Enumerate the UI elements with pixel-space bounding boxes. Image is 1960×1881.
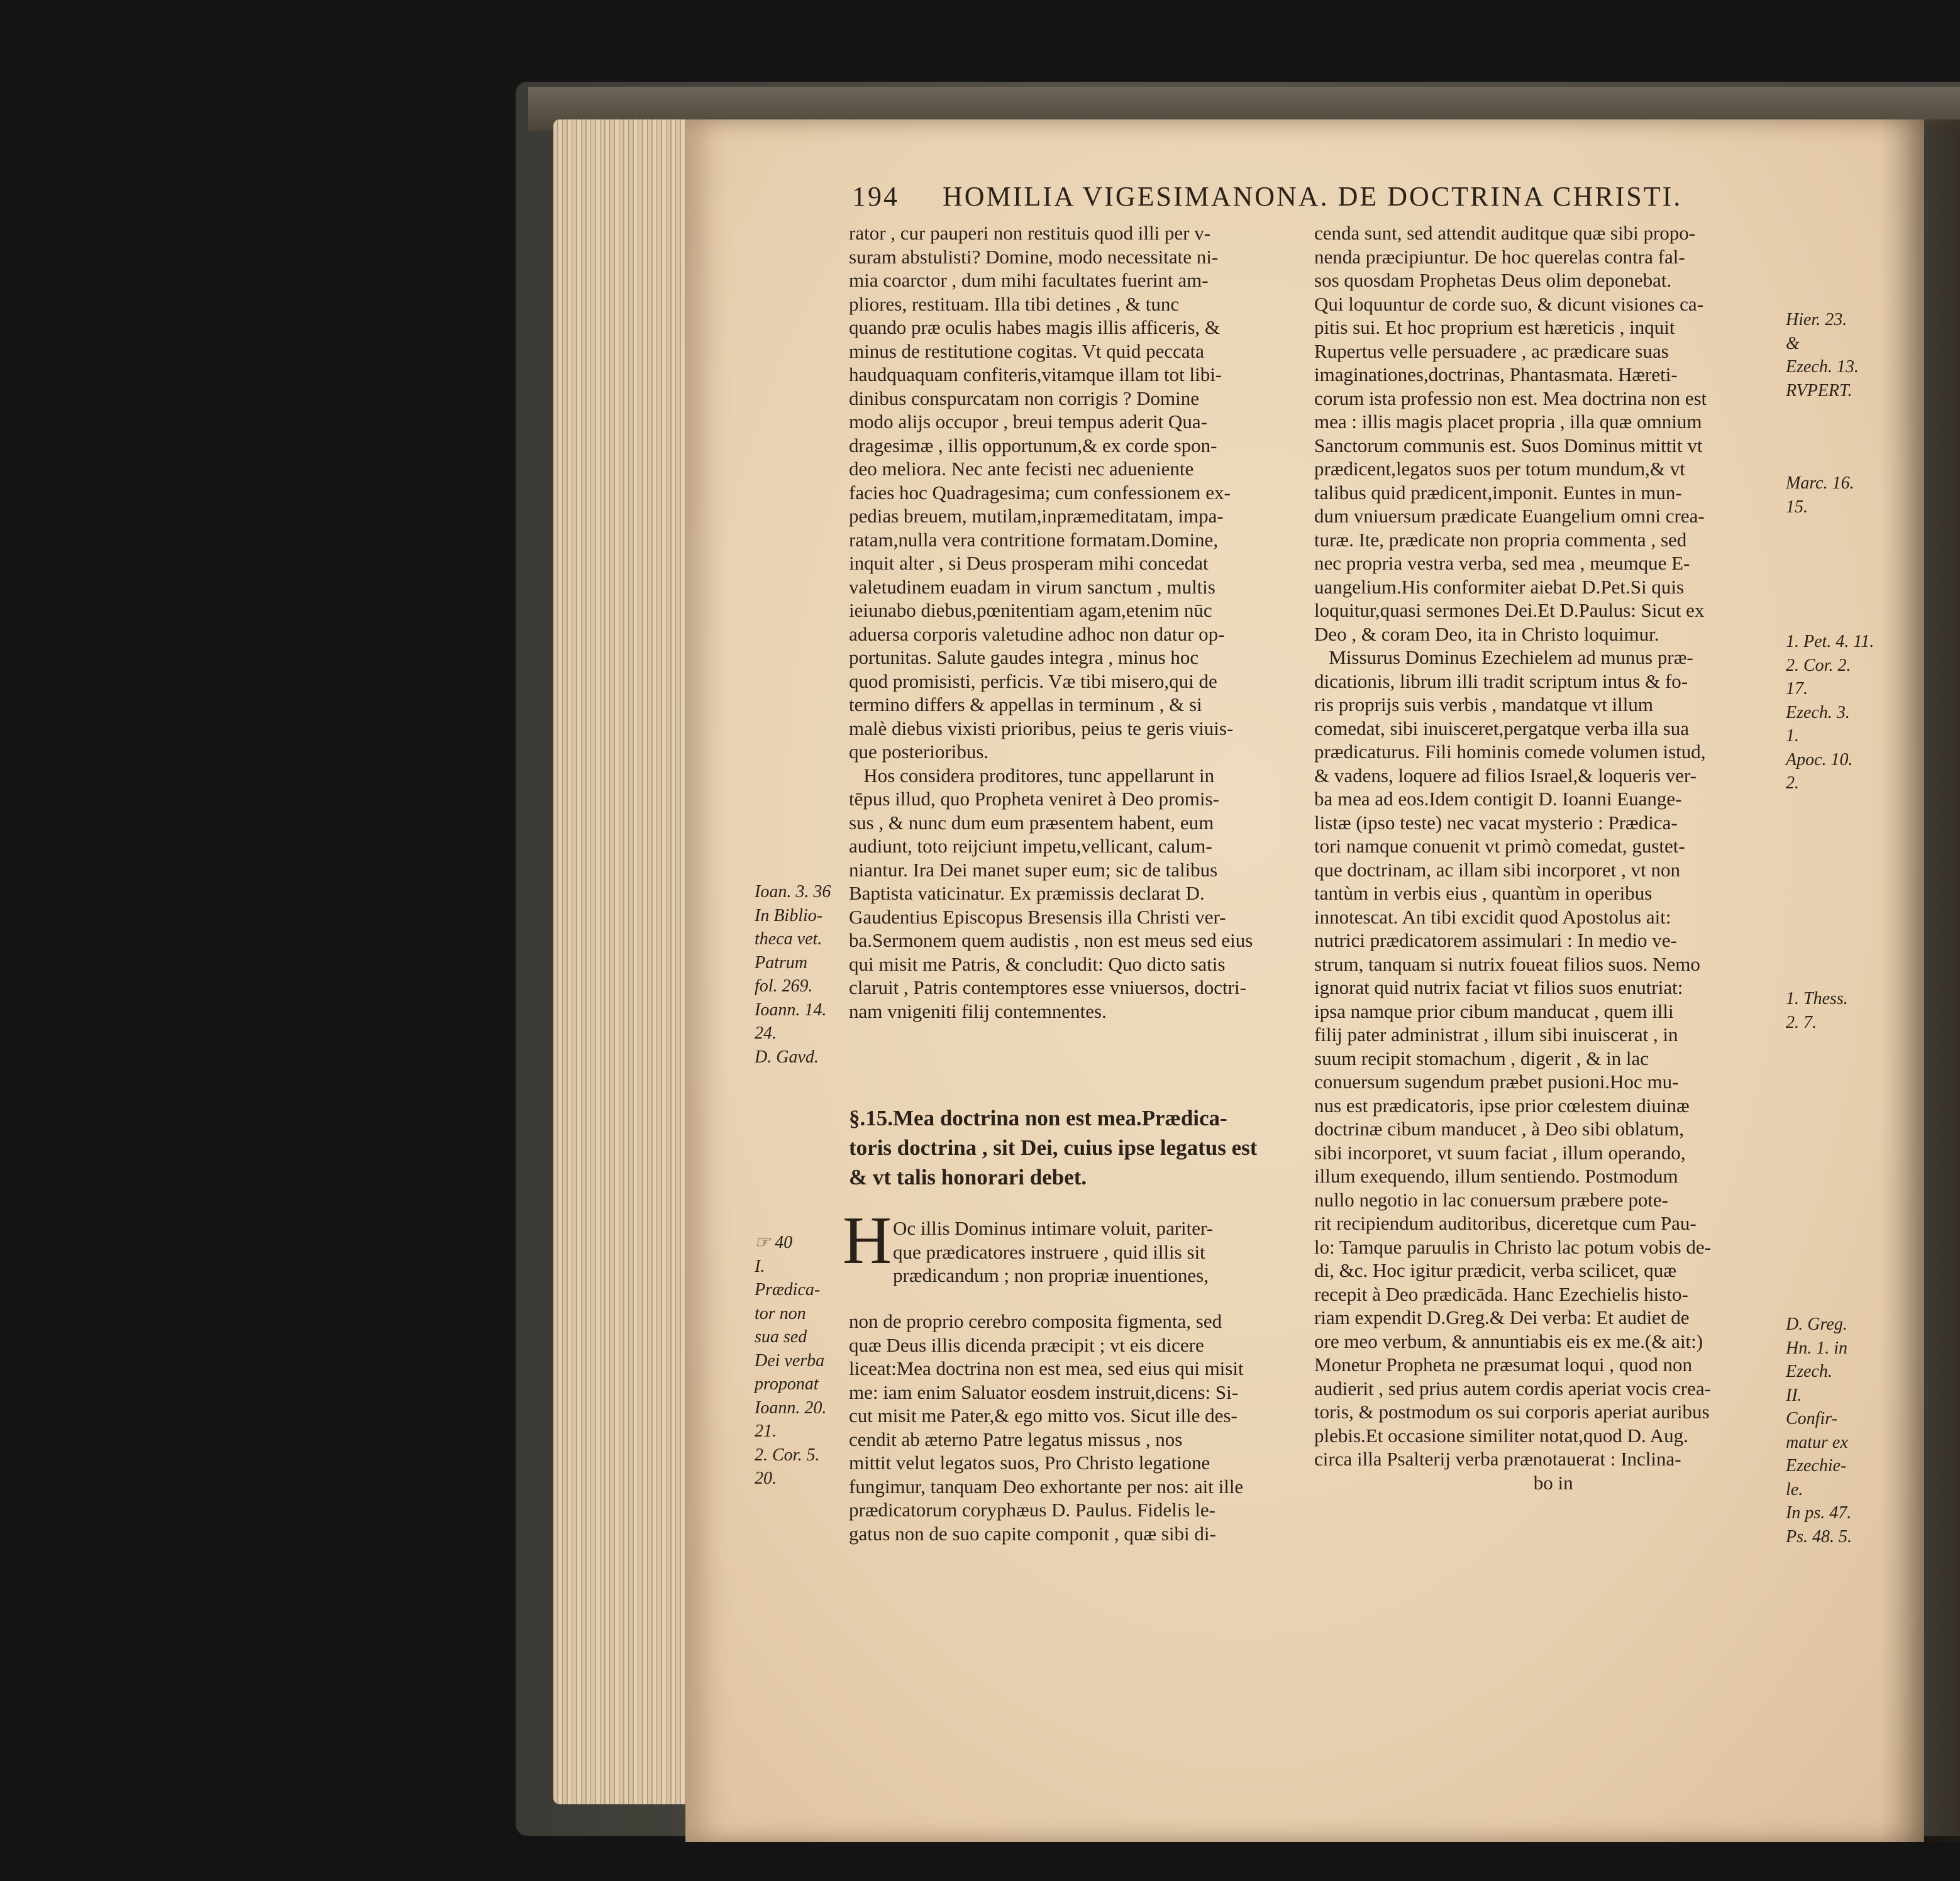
- margin-note: fol. 269.: [755, 976, 813, 996]
- text-line: loquitur,quasi sermones Dei.Et D.Paulus: Sicut ex: [1314, 599, 1705, 621]
- text-line: recepit à Deo prædicāda. Hanc Ezechielis histo-: [1314, 1282, 1688, 1305]
- text-line: suram abstulisti? Domine, modo necessitate ni-: [849, 245, 1219, 268]
- text-line: sus , & nunc dum eum præsentem habent, eum: [849, 811, 1214, 834]
- left-margin-notes-2: [755, 1231, 849, 1491]
- margin-note: Apoc. 10.: [1786, 749, 1853, 770]
- text-line: audierit , sed prius autem cordis aperiat vocis crea-: [1314, 1377, 1711, 1399]
- text-line: aduersa corporis valetudine adhoc non datur op-: [849, 622, 1225, 645]
- text-line: portunitas. Salute gaudes integra , minus hoc: [849, 646, 1199, 668]
- text-line: qui misit me Patris, & concludit: Quo dicto satis: [849, 952, 1226, 975]
- text-line: riam expendit D.Greg.& Dei verba: Et audiet de: [1314, 1306, 1690, 1328]
- text-line: mia coarctor , dum mihi facultates fuerint am-: [849, 269, 1209, 291]
- text-line: nus est prædicatoris, ipse prior cœlestem diuinæ: [1314, 1094, 1690, 1117]
- margin-note: Hn. 1. in: [1786, 1338, 1847, 1358]
- text-line: minus de restitutione cogitas. Vt quid peccata: [849, 339, 1205, 362]
- text-line: di, &c. Hoc igitur prædicit, verba scilicet, quæ: [1314, 1259, 1676, 1281]
- text-line: ba mea ad eos.Idem contigit D. Ioanni Euange-: [1314, 788, 1682, 810]
- margin-note: proponat: [755, 1374, 819, 1394]
- text-line: dinibus conspurcatam non corrigis ? Domine: [849, 387, 1200, 409]
- text-line: ratam,nulla vera contritione formatam.Domine,: [849, 528, 1219, 551]
- margin-note: 24.: [755, 1023, 777, 1043]
- text-line: ore meo verbum, & annuntiabis eis ex me.(& ait:): [1314, 1330, 1703, 1352]
- text-line: prædicaturus. Fili hominis comede volumen istud,: [1314, 741, 1706, 763]
- margin-note: le.: [1786, 1479, 1803, 1499]
- margin-note: Hier. 23.: [1786, 310, 1847, 329]
- text-line: Deo , & coram Deo, ita in Christo loquimur.: [1314, 622, 1659, 645]
- text-line: nec propria vestra verba, sed mea , meumque E-: [1314, 552, 1690, 574]
- text-line: filij pater administrat , illum sibi inuiscerat , in: [1314, 1023, 1678, 1045]
- text-line: pitis sui. Et hoc proprium est hæreticis , inquit: [1314, 316, 1675, 338]
- text-line: deo meliora. Nec ante fecisti nec adueniente: [849, 458, 1194, 480]
- text-line: mittit velut legatos suos, Pro Christo legatione: [849, 1452, 1210, 1474]
- text-line: prædicatorum coryphæus D. Paulus. Fidelis le-: [849, 1499, 1215, 1521]
- right-margin-notes-2: [1786, 472, 1874, 519]
- margin-note: 2.: [1786, 773, 1799, 793]
- text-line: claruit , Patris contemptores esse vniuersos, doctri-: [849, 976, 1246, 998]
- text-line: inquit alter , si Deus prosperam mihi concedat: [849, 552, 1209, 574]
- text-line: bo in: [1314, 1471, 1573, 1494]
- text-line: pliores, restituam. Illa tibi detines , & tunc: [849, 292, 1180, 315]
- text-line: ipsa namque prior cibum manducat , quem illi: [1314, 1000, 1674, 1022]
- text-line: que doctrinam, ac illam sibi incorporet , vt non: [1314, 858, 1680, 881]
- text-line: Sanctorum communis est. Suos Dominus mittit vt: [1314, 434, 1703, 456]
- text-line: ieiunabo diebus,pœnitentiam agam,etenim nūc: [849, 599, 1212, 621]
- text-line: Rupertus velle persuadere , ac prædicare suas: [1314, 339, 1669, 362]
- text-line: illum exequendo, illum sentiendo. Postmodum: [1314, 1165, 1678, 1187]
- text-line: nenda præcipiuntur. De hoc querelas contra fal-: [1314, 245, 1685, 268]
- text-line: Monetur Propheta ne præsumat loqui , quod non: [1314, 1354, 1692, 1376]
- text-line: & vadens, loquere ad filios Israel,& loqueris ver-: [1314, 764, 1697, 786]
- text-line: me: iam enim Saluator eosdem instruit,dicens: Si-: [849, 1381, 1239, 1403]
- margin-note: 1. Thess.: [1786, 989, 1848, 1008]
- text-line: turæ. Ite, prædicate non propria commenta , sed: [1314, 528, 1687, 551]
- right-margin-notes-1: [1786, 308, 1874, 402]
- text-line: innotescat. An tibi excidit quod Apostolus ait:: [1314, 905, 1671, 928]
- text-line: sos quosdam Prophetas Deus olim deponebat.: [1314, 269, 1672, 291]
- text-line: facies hoc Quadragesima; cum confessionem ex-: [849, 481, 1231, 504]
- margin-note: Ezechie-: [1786, 1456, 1847, 1476]
- page-title: HOMILIA VIGESIMANONA. DE DOCTRINA CHRISTI.: [943, 181, 1683, 212]
- text-line: comedat, sibi inuisceret,pergatque verba illa sua: [1314, 717, 1689, 739]
- margin-note: 1. Pet. 4. 11.: [1786, 632, 1874, 651]
- section-body: [849, 1310, 1308, 1561]
- text-line: Missurus Dominus Ezechielem ad munus præ-: [1314, 646, 1693, 668]
- text-line: prædicandum ; non propriæ inuentiones,: [893, 1264, 1209, 1286]
- running-head: [852, 180, 1908, 224]
- text-line: conuersum sugendum præbet pusioni.Hoc mu-: [1314, 1071, 1679, 1093]
- margin-note: 2. 7.: [1786, 1012, 1817, 1032]
- text-line: quæ Deus illis dicenda præcipit ; vt eis dicere: [849, 1333, 1204, 1356]
- text-line: cenda sunt, sed attendit auditque quæ sibi propo-: [1314, 222, 1696, 244]
- text-line: plebis.Et occasione similiter notat,quod D. Aug.: [1314, 1424, 1688, 1447]
- margin-note: Marc. 16.: [1786, 473, 1854, 493]
- margin-note: II.: [1786, 1385, 1802, 1405]
- right-margin-notes-3: [1786, 630, 1874, 795]
- text-line: listæ (ipso teste) nec vacat mysterio : Prædica-: [1314, 811, 1678, 834]
- text-line: niantur. Ira Dei manet super eum; sic de talibus: [849, 858, 1218, 881]
- margin-note: 2. Cor. 2.: [1786, 655, 1851, 675]
- text-line: suum recipit stomachum , digerit , & in lac: [1314, 1047, 1649, 1069]
- margin-note: Dei verba: [755, 1350, 825, 1371]
- text-line: valetudinem euadam in virum sanctum , multis: [849, 575, 1215, 598]
- margin-note: Confir-: [1786, 1409, 1837, 1428]
- margin-note: sua sed: [755, 1327, 807, 1347]
- margin-note: 21.: [755, 1421, 777, 1441]
- margin-note: &: [1786, 333, 1800, 353]
- text-line: malè diebus vixisti prioribus, peius te geris viuis-: [849, 717, 1234, 739]
- margin-note: 17.: [1786, 679, 1808, 698]
- text-line: cut misit me Pater,& ego mitto vos. Sicut ille des-: [849, 1404, 1237, 1426]
- text-line: toris, & postmodum os sui corporis aperiat auribus: [1314, 1401, 1710, 1423]
- margin-note: RVPERT.: [1786, 380, 1852, 400]
- text-line: mea : illis magis placet propria , illa quæ omnium: [1314, 411, 1702, 433]
- margin-note: 20.: [755, 1469, 777, 1488]
- text-line: Gaudentius Episcopus Bresensis illa Christi ver-: [849, 905, 1226, 928]
- text-line: dragesimæ , illis opportunum,& ex corde spon-: [849, 434, 1217, 456]
- left-margin-notes-1: [755, 880, 849, 1069]
- margin-note: Ezech. 13.: [1786, 357, 1859, 377]
- text-line: sibi incorporet, vt suum faciat , illum operando,: [1314, 1141, 1686, 1164]
- text-line: audiunt, toto reijciunt impetu,vellicant, calum-: [849, 835, 1212, 857]
- margin-note: D. Gavd.: [755, 1047, 819, 1067]
- margin-note: matur ex: [1786, 1432, 1848, 1452]
- gutter-shadow: [1880, 119, 1960, 1842]
- margin-note: Ezech.: [1786, 1362, 1832, 1381]
- margin-note: Ioann. 14.: [755, 1000, 827, 1020]
- margin-note: Ezech. 3.: [1786, 702, 1850, 722]
- text-line: ris proprijs suis verbis , mandatque vt illum: [1314, 693, 1654, 715]
- margin-note: D. Greg.: [1786, 1315, 1847, 1334]
- text-line: Baptista vaticinatur. Ex præmissis declarat D.: [849, 882, 1205, 904]
- text-line: strum, tanquam si nutrix foueat filios suos. Nemo: [1314, 952, 1700, 975]
- text-line: que prædicatores instruere , quid illis sit: [893, 1240, 1205, 1263]
- text-line: liceat:Mea doctrina non est mea, sed eius qui misit: [849, 1357, 1244, 1379]
- margin-note: Prædica-: [755, 1280, 821, 1299]
- heading-line: §.15.Mea doctrina non est mea.Prædica-: [849, 1106, 1227, 1130]
- text-line: dum vniuersum prædicate Euangelium omni crea-: [1314, 505, 1705, 527]
- text-line: tantùm in verbis eius , quantùm in operibus: [1314, 882, 1653, 904]
- text-line: lo: Tamque paruulis in Christo lac potum vobis de-: [1314, 1235, 1711, 1258]
- text-line: tēpus illud, quo Propheta veniret à Deo promis-: [849, 788, 1219, 810]
- text-line: termino differs & appellas in terminum , & si: [849, 693, 1202, 715]
- page-number: 194: [852, 181, 899, 212]
- text-line: que posterioribus.: [849, 741, 989, 763]
- text-line: cendit ab æterno Patre legatus missus , nos: [849, 1428, 1183, 1450]
- text-line: imaginationes,doctrinas, Phantasmata. Hæreti-: [1314, 363, 1678, 385]
- text-line: rator , cur pauperi non restituis quod illi per v-: [849, 222, 1211, 244]
- heading-line: & vt talis honorari debet.: [849, 1165, 1087, 1189]
- text-line: ignorat quid nutrix faciat vt filios suos enutriat:: [1314, 976, 1683, 998]
- right-margin-notes-5: [1786, 1313, 1874, 1548]
- margin-note: 1.: [1786, 726, 1799, 746]
- margin-note: I.: [755, 1256, 765, 1276]
- section-heading: [849, 1103, 1302, 1191]
- text-line: Qui loquuntur de corde suo, & dicunt visiones ca-: [1314, 292, 1704, 315]
- margin-note: 2. Cor. 5.: [755, 1445, 820, 1465]
- text-line: talibus quid prædicent,imponit. Euntes in mun-: [1314, 481, 1682, 504]
- margin-note: Ioann. 20.: [755, 1398, 827, 1418]
- text-line: Hos considera proditores, tunc appellarunt in: [849, 764, 1215, 786]
- text-line: tori namque conuenit vt primò comedat, gustet-: [1314, 835, 1685, 857]
- text-line: dicationis, librum illi tradit scriptum intus & fo-: [1314, 670, 1688, 692]
- margin-note: tor non: [755, 1303, 806, 1323]
- text-line: haudquaquam confiteris,vitamque illam tot libi-: [849, 363, 1222, 385]
- text-line: nullo negotio in lac conuersum præbere pote-: [1314, 1188, 1669, 1211]
- text-line: uangelium.His conformiter aiebat D.Pet.Si quis: [1314, 575, 1685, 598]
- margin-note: Ioan. 3. 36: [755, 882, 831, 902]
- margin-note: ☞ 40: [755, 1233, 793, 1252]
- margin-note: theca vet.: [755, 929, 822, 949]
- right-margin-notes-4: [1786, 987, 1874, 1034]
- text-line: corum ista professio non est. Mea doctrina non est: [1314, 387, 1707, 409]
- text-line: fungimur, tanquam Deo exhortante per nos: ait ille: [849, 1475, 1244, 1498]
- margin-note: Patrum: [755, 952, 807, 973]
- text-line: rit recipiendum auditoribus, diceretque cum Pau-: [1314, 1212, 1697, 1234]
- drop-capital: H: [843, 1203, 892, 1278]
- text-line: quod promisisti, perficis. Væ tibi misero,qui de: [849, 670, 1217, 692]
- text-line: prædicent,legatos suos per totum mundum,& vt: [1314, 458, 1685, 480]
- text-line: pedias breuem, mutilam,inpræmeditatam, impa-: [849, 505, 1224, 527]
- right-text-column: [1314, 221, 1805, 1881]
- text-line: circa illa Psalterij verba prænotauerat : Inclina-: [1314, 1448, 1681, 1470]
- text-line: gatus non de suo capite componit , quæ sibi di-: [849, 1522, 1216, 1545]
- text-line: nam vnigeniti filij contemnentes.: [849, 1000, 1107, 1022]
- page-edges: [553, 119, 704, 1804]
- margin-note: In ps. 47.: [1786, 1503, 1852, 1523]
- margin-note: In Biblio-: [755, 905, 823, 925]
- text-line: modo alijs occupor , breui tempus aderit Qua-: [849, 411, 1207, 433]
- margin-note: Ps. 48. 5.: [1786, 1526, 1852, 1547]
- margin-note: 15.: [1786, 497, 1808, 517]
- text-line: quando præ oculis habes magis illis afficeris, &: [849, 316, 1221, 338]
- text-line: nutrici prædicatorem assimulari : In medio ve-: [1314, 929, 1677, 951]
- text-line: doctrinæ cibum manducet , à Deo sibi oblatum,: [1314, 1118, 1685, 1140]
- text-line: non de proprio cerebro composita figmenta, sed: [849, 1310, 1222, 1332]
- heading-line: toris doctrina , sit Dei, cuius ipse legatus est: [849, 1135, 1258, 1160]
- text-line: Oc illis Dominus intimare voluit, pariter-: [893, 1217, 1214, 1239]
- text-line: ba.Sermonem quem audistis , non est meus sed eius: [849, 929, 1253, 951]
